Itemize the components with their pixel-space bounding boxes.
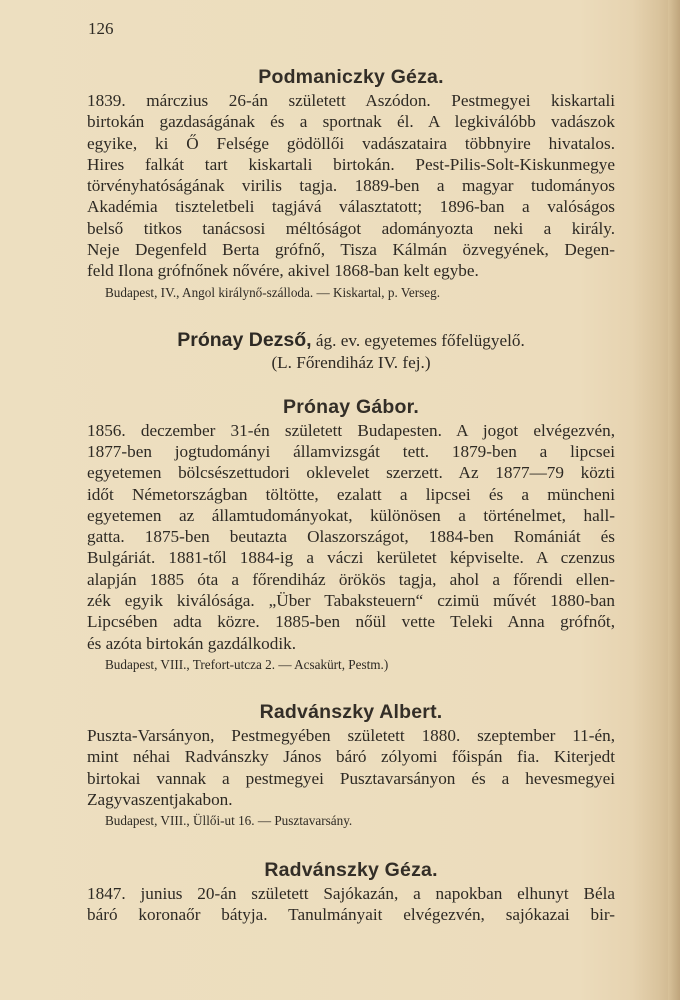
text-line: egyike, ki Ő Felsége gödöllői vadászataira többnyire hivatalos.: [87, 133, 615, 153]
text-line: és azóta birtokán gazdálkodik.: [87, 633, 297, 653]
entry-heading-name: Prónay Dezső,: [177, 328, 312, 351]
entry-radvanszky-geza: [87, 857, 615, 926]
text-line: birtokai vannak a pestmegyei Pusztavarsányon és a hevesmegyei: [87, 768, 615, 788]
text-line: belső titkos tanácsosi méltóságot adományozta neki a király.: [87, 218, 615, 238]
entry-heading: Prónay Gábor.: [283, 395, 419, 418]
text-line: báró koronaőr bátyja. Tanulmányait elvégezvén, sajókazai bir-: [87, 905, 615, 925]
text-line: 1856. deczember 31-én született Budapesten. A jogot elvégezvén,: [87, 420, 615, 440]
text-line: Zagyvaszentjakabon.: [87, 789, 233, 809]
entry-heading-title: ág. ev. egyetemes főfelügyelő.: [311, 330, 525, 350]
page-content: [87, 62, 615, 926]
text-line: időt Németországban töltötte, ezalatt a lipcsei és a müncheni: [87, 484, 615, 504]
text-line: 1877-ben jogtudományi államvizsgát tett. 1879-ben a lipcsei: [87, 441, 615, 461]
entry-address: Budapest, VIII., Trefort-utcza 2. — Acsakürt, Pestm.): [105, 656, 389, 672]
text-line: feld Ilona grófnőnek nővére, akivel 1868-ban kelt egybe.: [87, 261, 479, 281]
text-line: 1839. márczius 26-án született Aszódon. Pestmegyei kiskartali: [87, 91, 615, 110]
text-line: birtokán gazdaságának és a sportnak él. A legkiválóbb vadászok: [87, 112, 615, 132]
text-line: alapján 1885 óta a főrendiház örökös tagja, ahol a főrendi ellen-: [87, 569, 615, 589]
page-number: 126: [88, 19, 114, 38]
entry-heading: Radvánszky Albert.: [259, 700, 443, 723]
entry-radvanszky-albert: [87, 699, 615, 831]
text-line: egyetemen bölcsészettudori oklevelet szerzett. Az 1877—79 közti: [87, 463, 615, 483]
entry-address: Budapest, VIII., Üllői-ut 16. — Pusztavarsány.: [105, 813, 353, 829]
entry-body: [87, 90, 615, 282]
entry-pronay-dezso: [87, 329, 615, 374]
page-binding-edge: [668, 0, 680, 1000]
entry-body: [87, 420, 615, 654]
entry-heading-line: [87, 329, 615, 352]
entry-pronay-gabor: [87, 394, 615, 675]
entry-heading: Radvánszky Géza.: [264, 859, 438, 882]
text-line: 1847. junius 20-án született Sajókazán, a napokban elhunyt Béla: [87, 884, 615, 904]
entry-address: Budapest, IV., Angol királynő-szálloda. — Kiskartal, p. Verseg.: [105, 284, 441, 300]
text-line: zék egyik kiválósága. „Über Tabaksteuern“ czimü művét 1880-ban: [87, 591, 615, 611]
entry-podmaniczky-geza: [87, 64, 615, 303]
text-line: Neje Degenfeld Berta grófnő, Tisza Kálmán özvegyének, Degen-: [87, 240, 615, 260]
text-line: Puszta-Varsányon, Pestmegyében született 1880. szeptember 11-én,: [87, 725, 615, 745]
entry-body: [87, 883, 615, 926]
entry-reference: (L. Főrendiház IV. fej.): [271, 352, 431, 372]
text-line: törvényhatóságának virilis tagja. 1889-ben a magyar tudományos: [87, 176, 615, 196]
text-line: mint néhai Radvánszky János báró zólyomi főispán fia. Kiterjedt: [87, 747, 615, 767]
text-line: egyetemen az államtudományokat, különösen a történelmet, hall-: [87, 505, 615, 525]
text-line: Akadémia tiszteletbeli tagjává választatott; 1896-ban a valóságos: [87, 197, 615, 217]
text-line: Hires falkát tart kiskartali birtokán. Pest-Pilis-Solt-Kiskunmegye: [87, 154, 615, 174]
text-line: gatta. 1875-ben beutazta Olaszországot, 1884-ben Romániát és: [87, 527, 615, 547]
entry-body: [87, 725, 615, 810]
text-line: Lipcsében adta közre. 1885-ben nőül vette Teleki Anna grófnőt,: [87, 612, 615, 632]
text-line: Bulgáriát. 1881-től 1884-ig a váczi kerületet képviselte. A czenzus: [87, 548, 615, 568]
entry-heading: Podmaniczky Géza.: [258, 66, 444, 88]
